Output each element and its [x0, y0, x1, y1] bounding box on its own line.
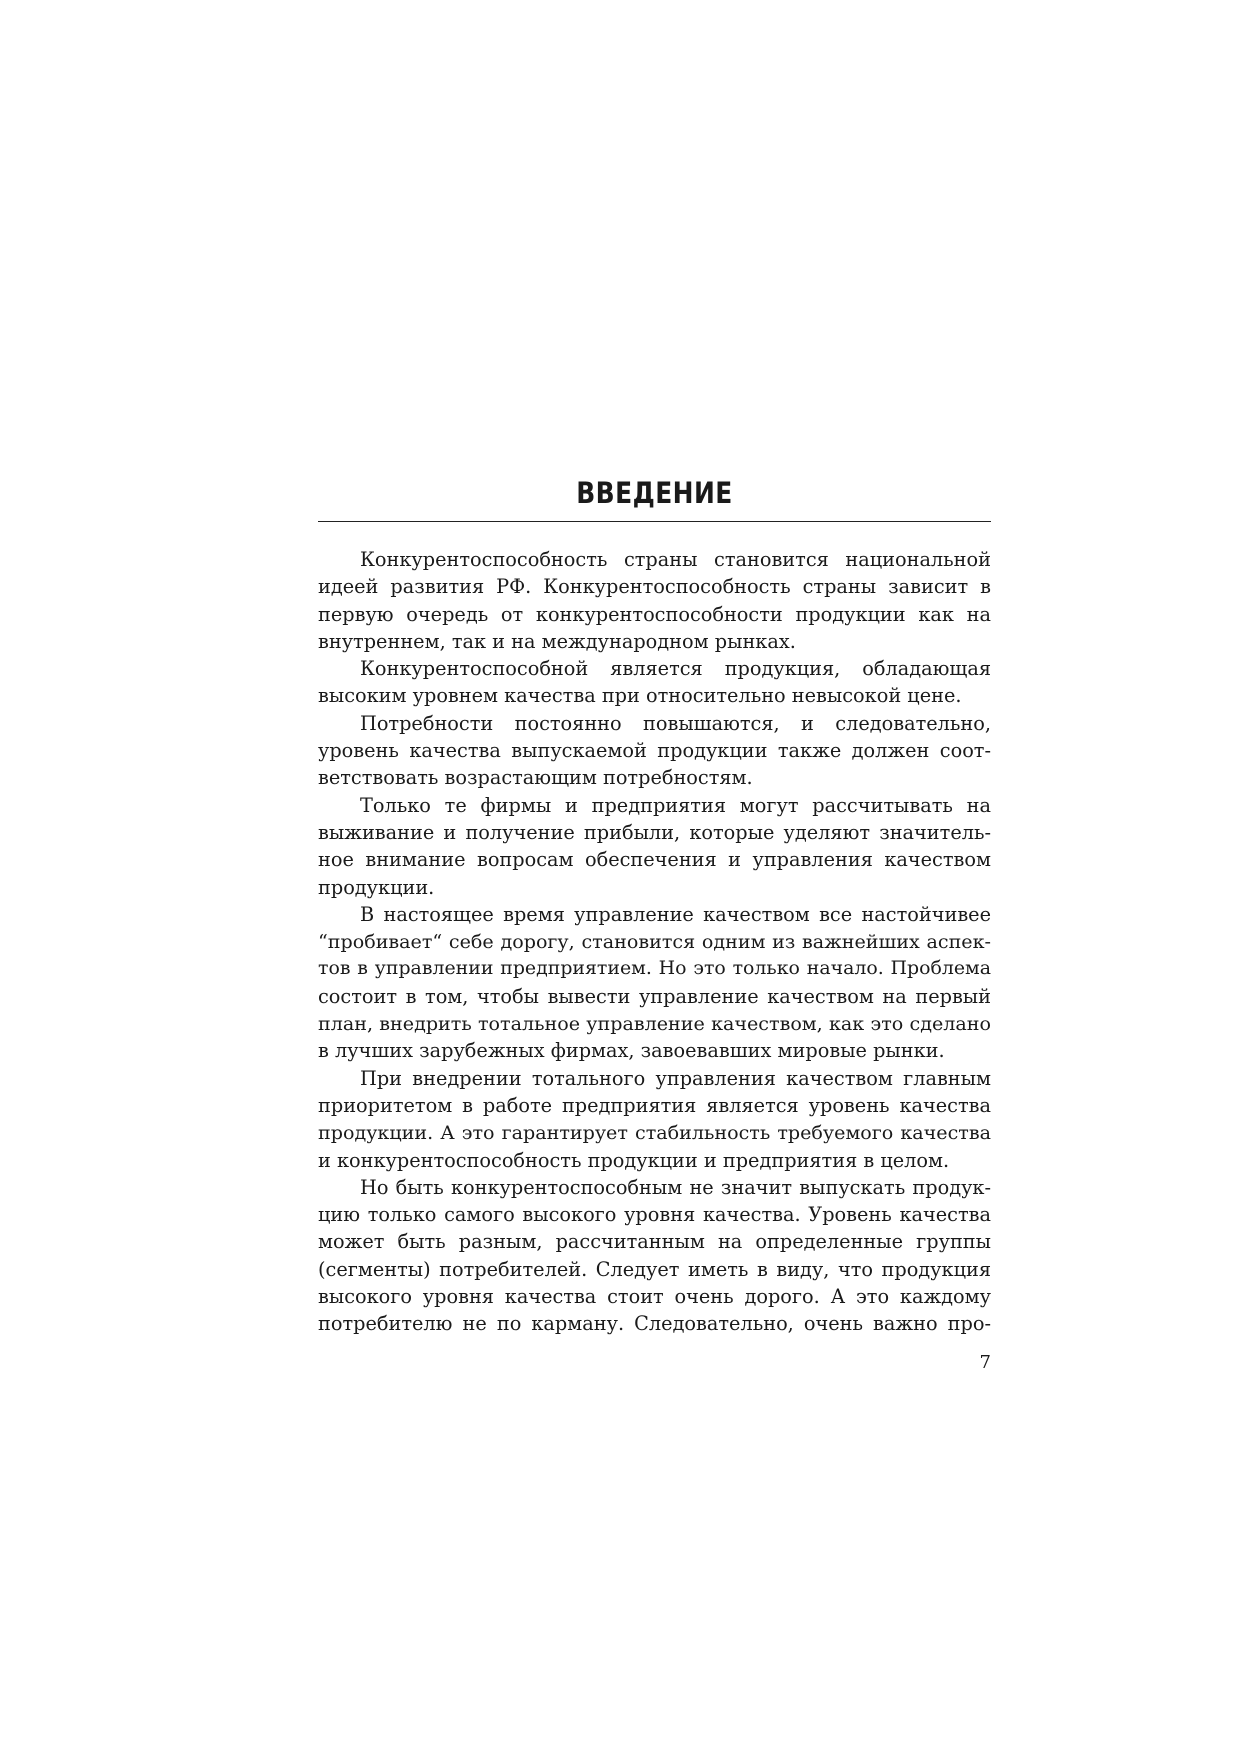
text-line: цию только самого высокого уровня качества. Уровень качества — [318, 1203, 991, 1227]
text-line: Конкурентоспособность страны становится национальной — [360, 548, 991, 571]
text-line: первую очередь от конкурентоспособности продукции как на — [318, 602, 991, 626]
text-line: При внедрении тотального управления качеством главным — [360, 1066, 991, 1090]
text-line: продукции. А это гарантирует стабильность требуемого качества — [318, 1121, 991, 1145]
text-line: идеей развития РФ. Конкурентоспособность страны зависит в — [318, 575, 991, 599]
text-line: план, внедрить тотальное управление качеством, как это сделано — [318, 1012, 991, 1036]
body-text — [318, 546, 991, 1338]
text-line: может быть разным, рассчитанным на определенные группы — [318, 1230, 991, 1254]
text-line: ветствовать возрастающим потребностям. — [318, 766, 753, 790]
text-line: Конкурентоспособной является продукция, обладающая — [360, 657, 991, 681]
text-line: потребителю не по карману. Следовательно, очень важно про- — [318, 1312, 991, 1336]
text-line: Потребности постоянно повышаются, и следовательно, — [360, 711, 991, 735]
text-line: в лучших зарубежных фирмах, завоевавших мировые рынки. — [318, 1039, 945, 1063]
text-line: Но быть конкурентоспособным не значит выпускать продук- — [360, 1175, 991, 1199]
text-line: (сегменты) потребителей. Следует иметь в виду, что продукция — [318, 1257, 991, 1281]
chapter-heading: ВВЕДЕНИЕ — [576, 476, 733, 510]
text-line: ное внимание вопросам обеспечения и управления качеством — [318, 848, 991, 872]
text-line: Только те фирмы и предприятия могут рассчитывать на — [360, 793, 991, 817]
text-line: В настоящее время управление качеством все настойчивее — [360, 902, 991, 926]
text-line: состоит в том, чтобы вывести управление качеством на первый — [318, 984, 991, 1008]
text-line: приоритетом в работе предприятия является уровень качества — [318, 1093, 991, 1117]
text-line: продукции. — [318, 875, 435, 899]
text-line: внутреннем, так и на международном рынках. — [318, 629, 796, 653]
text-line: “пробивает“ себе дорогу, становится одним из важнейших аспек- — [318, 930, 991, 954]
text-line: тов в управлении предприятием. Но это только начало. Проблема — [318, 957, 991, 980]
text-line: уровень качества выпускаемой продукции также должен соот- — [318, 739, 991, 763]
text-line: высоким уровнем качества при относительно невысокой цене. — [318, 684, 962, 708]
text-line: выживание и получение прибыли, которые уделяют значитель- — [318, 820, 991, 844]
text-line: и конкурентоспособность продукции и предприятия в целом. — [318, 1148, 950, 1172]
page-number: 7 — [979, 1352, 991, 1373]
heading-underline-rule — [318, 521, 991, 522]
text-line: высокого уровня качества стоит очень дорого. А это каждому — [318, 1285, 991, 1309]
